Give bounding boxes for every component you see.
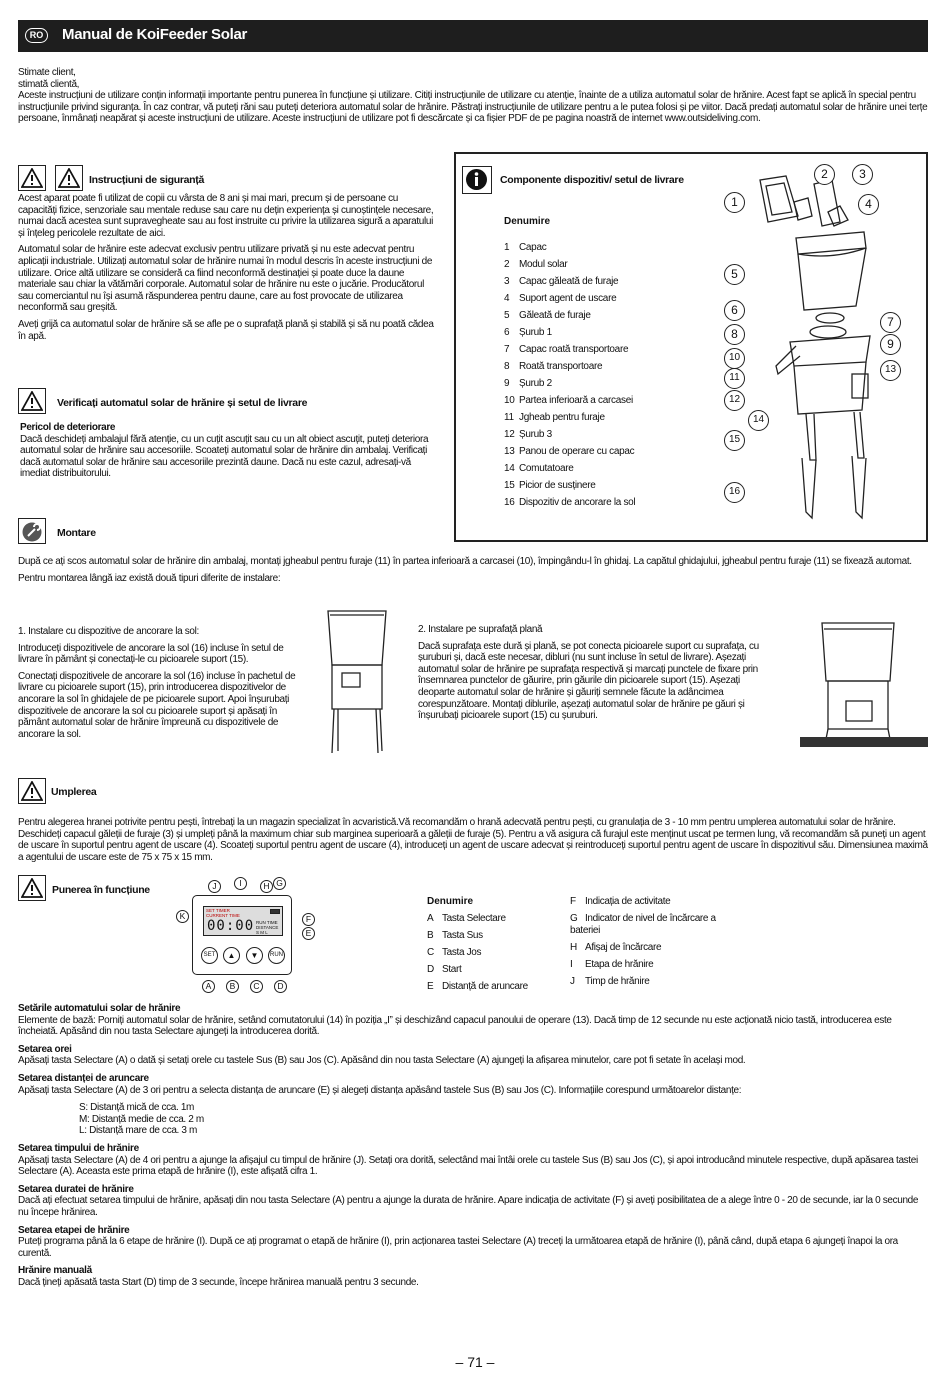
page-header-bar (18, 20, 928, 52)
option-paragraph: Dacă suprafața este dură și plană, se pot conecta picioarele suport cu suprafața, cu șuruburi și, dacă este necesar, dibluri (nu sunt incluse în setul de livrare). Așezați automatul solar de hrănire pe suprafața respectivă și marcați punctele de fixare prin însemnarea punctelor de găurire, prin găurile din picioarele suport (15). Așezați deoparte automatul solar de hrănire și găuriți semnele făcute la adâncimea corespunzătoare. Montați diblurile, așezați automatul solar de hrănire pe găuri și înșurubați picioarele suport (15) cu șuruburi. (418, 640, 759, 722)
list-item: D Start (427, 964, 462, 975)
list-item: 2 Modul solar (504, 259, 568, 270)
safety-paragraph: Automatul solar de hrănire este adecvat exclusiv pentru utilizare privată și nu este adecvat pentru aplicații industriale. Utilizați automatul solar de hrănire numai în modul descris în aceste instrucțiuni de utilizare. Orice altă utilizare se consideră ca fiind neconformă destinației și poate duce la daune materiale sau chiar la vătămări corporale. Automatul solar de hrănire nu este o jucărie. Producătorul sau comerciantul nu își asumă răspunderea pentru daune, care au fost provocate de utilizarea neconformă sau greșită. (18, 244, 433, 314)
safety-paragraph: Aveți grijă ca automatul solar de hrănire să se afle pe o suprafață plană și stabilă și să nu poată cădea în apă. (18, 318, 434, 342)
check-paragraph: Dacă deschideți ambalajul fără atenție, cu un cuțit ascuțit sau cu un alt obiect ascuțit, puteți deteriora automatul solar de hrănire sau accesoriile. Scoateți automatul solar de hrănire din ambalaj. Verificați dacă automatul solar de hrănire sau accesoriile prezintă daune. Dacă nu este cazul, adresați-vă imediat distribuitorului. (20, 433, 429, 480)
run-button[interactable]: RUN (268, 947, 285, 964)
control-panel (192, 895, 292, 975)
safety-heading: Instrucțiuni de siguranță (89, 174, 205, 186)
list-item: A Tasta Selectare (427, 913, 506, 924)
fill-icon (18, 778, 46, 804)
label-f: F (302, 913, 315, 926)
mounting-paragraph: Pentru montarea lângă iaz există două tipuri diferite de instalare: (18, 572, 281, 584)
intro-line: Stimate client, (18, 67, 76, 78)
list-item: 14 Comutatoare (504, 463, 574, 474)
callout-16: 16 (724, 482, 745, 503)
safety-paragraph: Acest aparat poate fi utilizat de copii cu vârsta de 8 ani și mai mari, precum și de persoane cu capacități fizice, senzoriale sau mentale reduse sau care nu dețin experiența și cunoștințele necesare, numai dacă acestea sunt supravegheate sau au fost instruite cu privire la utilizarea sigură a aparatului și înțeleg pericolele rezultate de aici. (18, 193, 434, 239)
battery-icon (270, 909, 280, 914)
set-timer-label: SET TIMER (206, 908, 230, 913)
distance-item: S: Distanță mică de cca. 1m (79, 1102, 195, 1114)
list-item: 12 Șurub 3 (504, 429, 552, 440)
settings-paragraph: Apăsați tasta Selectare (A) de 4 ori pentru a ajunge la afișajul cu timpul de hrănire (J). Setați ora dorită, selectând mai întâi orele cu tastele Sus (B) sau Jos (C), și apoi introducând minutele respective, după apăsarea tastei Selectare (A). Aceasta este prima etapă de hrănire (I), este afișată cifra 1. (18, 1154, 918, 1178)
option-title: 2. Instalare pe suprafață plană (418, 624, 543, 635)
callout-2: 2 (814, 164, 835, 185)
warning-icon (18, 875, 46, 901)
list-item: 5 Găleată de furaje (504, 310, 591, 321)
components-list-title: Denumire (504, 216, 551, 227)
intro-paragraph: Aceste instrucțiuni de utilizare conțin informații importante pentru punerea în funcțiune și utilizare. Citiți instrucțiunile de utilizare cu atenție, înainte de a utiliza automatul solar de hrănire. Acest fapt se aplică în special pentru instrucțiunile privind siguranța. În caz contrar, vă puteți răni sau puteți deteriora automatul solar de hrănire. Păstrați instrucțiunile de utilizare pentru a le putea folosi și pe viitor. Dacă predați automatul solar de hrănire unei terțe persoane, înmânați neapărat și aceste instrucțiuni de utilizare. Aceste instrucțiuni de utilizare pot fi descărcate și ca fișier PDF de pe pagina noastră de internet www.outsideliving.com. (18, 90, 928, 125)
callout-3: 3 (852, 164, 873, 185)
callout-5: 5 (724, 264, 745, 285)
warning-icon (55, 165, 83, 191)
label-k: K (176, 910, 189, 923)
info-icon (462, 166, 492, 194)
lcd-digits: 00:00 (207, 918, 255, 934)
run-time-label: RUN TIME (256, 920, 278, 925)
controls-list-title: Denumire (427, 896, 474, 907)
components-box (454, 152, 928, 542)
callout-15: 15 (724, 430, 745, 451)
settings-section (18, 1003, 928, 1288)
list-item: F Indicația de activitate (570, 896, 671, 907)
check-section (20, 422, 440, 480)
settings-paragraph: Apăsați tasta Selectare (A) o dată și setați orele cu tastele Sus (B) sau Jos (C). Apăsând din nou tasta Selectare (A) ajungeți la afișarea minutelor, care pot fi setate în același mod. (18, 1055, 746, 1067)
callout-7: 7 (880, 312, 901, 333)
settings-subheading: Setarea etapei de hrănire (18, 1224, 130, 1236)
distance-label: DISTANCE (256, 925, 279, 930)
label-j: J (208, 880, 221, 893)
list-item: 7 Capac roată transportoare (504, 344, 629, 355)
page-number: – 71 – (455, 1354, 495, 1370)
list-item: G Indicator de nivel de încărcare a bateriei (570, 913, 716, 936)
callout-13: 13 (880, 360, 901, 381)
language-badge: RO (25, 28, 48, 43)
callout-11: 11 (724, 368, 745, 389)
mounting-paragraph: După ce ați scos automatul solar de hrănire din ambalaj, montați jgheabul pentru furaje (11) în partea inferioară a carcasei (10), împingându-l în ghidaj. La capătul ghidajului, jgheabul pentru furaje (11) se fixează automat. (18, 556, 912, 567)
distance-item: M: Distanță medie de cca. 2 m (79, 1113, 204, 1125)
callout-1: 1 (724, 192, 745, 213)
list-item: 3 Capac găleată de furaje (504, 276, 619, 287)
settings-paragraph: Puteți programa până la 6 etape de hrănire (I). După ce ați programat o etapă de hrănire (I), prin acționarea tastei Selectare (A) treceți la următoarea etapă de hrănire (I), până când, după etapa 6 ajungeți înapoi la ora curentă. (18, 1236, 898, 1259)
distance-item: L: Distanță mare de cca. 3 m (79, 1125, 198, 1137)
list-item: 10 Partea inferioară a carcasei (504, 395, 633, 406)
settings-paragraph: Apăsați tasta Selectare (A) de 3 ori pentru a selecta distanța de aruncare (E) și alegeți distanța apăsând tastele Sus (B) sau Jos (C). Informațiile corespund următoarelor distanțe: (18, 1084, 742, 1096)
intro-line: stimată clientă, (18, 78, 80, 90)
list-item: 1 Capac (504, 242, 547, 253)
settings-subheading: Hrănire manuală (18, 1265, 92, 1277)
distance-list (18, 1102, 928, 1137)
label-d: D (274, 980, 287, 993)
label-b: B (226, 980, 239, 993)
mounting-intro (18, 556, 928, 584)
list-item: 16 Dispozitiv de ancorare la sol (504, 497, 636, 508)
label-i: I (234, 877, 247, 890)
sml-label: S M L (256, 930, 268, 935)
settings-subheading: Setarea distanței de aruncare (18, 1072, 149, 1084)
page-title: Manual de KoiFeeder Solar (62, 26, 248, 43)
list-item: C Tasta Jos (427, 947, 482, 958)
list-item: 15 Picior de susținere (504, 480, 596, 491)
label-g: G (273, 877, 286, 890)
settings-paragraph: Dacă țineți apăsată tasta Start (D) timp de 3 secunde, începe hrănirea manuală pentru 3 secunde. (18, 1276, 419, 1288)
settings-subheading: Setarea orei (18, 1043, 72, 1055)
list-item: J Timp de hrănire (570, 976, 650, 987)
list-item: B Tasta Sus (427, 930, 483, 941)
check-heading: Verificați automatul solar de hrănire și setul de livrare (57, 397, 308, 409)
settings-subheading: Setările automatului solar de hrănire (18, 1003, 181, 1014)
callout-12: 12 (724, 390, 745, 411)
wrench-icon (18, 518, 46, 544)
callout-14: 14 (748, 410, 769, 431)
filling-heading: Umplerea (51, 786, 97, 798)
mounting-heading: Montare (57, 527, 96, 539)
callout-10: 10 (724, 348, 745, 369)
feeder-with-ground-anchors-illustration (322, 605, 392, 755)
feeder-on-flat-surface-illustration (800, 617, 928, 749)
list-item: 13 Panou de operare cu capac (504, 446, 635, 457)
list-item: 8 Roată transportoare (504, 361, 603, 372)
list-item: 11 Jgheab pentru furaje (504, 412, 605, 423)
mounting-option-1 (18, 626, 303, 740)
option-title: 1. Instalare cu dispozitive de ancorare la sol: (18, 626, 199, 637)
list-item: E Distanță de aruncare (427, 981, 528, 992)
label-c: C (250, 980, 263, 993)
safety-section (18, 193, 438, 342)
settings-subheading: Setarea timpului de hrănire (18, 1142, 139, 1154)
settings-paragraph: Dacă ați efectuat setarea timpului de hrănire, apăsați din nou tasta Selectare (A) pentru a ajunge la durata de hrănire. Apare indicația de activitate (F) și aveți posibilitatea de a alege între 0 - 20 de secunde, iar la 0 secunde nu începe hrănirea. (18, 1195, 919, 1218)
callout-6: 6 (724, 300, 745, 321)
filling-section (18, 817, 928, 863)
components-heading: Componente dispozitiv/ setul de livrare (500, 174, 684, 186)
label-e: E (302, 927, 315, 940)
list-item: H Afișaj de încărcare (570, 942, 662, 953)
down-button[interactable]: ▼ (246, 947, 263, 964)
startup-heading: Punerea în funcțiune (52, 884, 150, 896)
current-time-label: CURRENT TIME (206, 913, 240, 918)
list-item: 9 Șurub 2 (504, 378, 552, 389)
mounting-option-2 (418, 624, 770, 722)
up-button[interactable]: ▲ (223, 947, 240, 964)
label-a: A (202, 980, 215, 993)
set-button[interactable]: SET (201, 947, 218, 964)
option-paragraph: Conectați dispozitivele de ancorare la sol (16) incluse în pachetul de livrare cu picioarele suport (15), prin introducerea dispozitivelor de ancorare la sol în ghidajele de pe picioarele suport. Apoi înșurubați dispozitivele de ancorare la sol cu picioarele suport și apăsați în pământ automatul solar de hrănire împreună cu dispozitivele de ancorare la sol. (18, 670, 296, 740)
callout-8: 8 (724, 324, 745, 345)
callout-4: 4 (858, 194, 879, 215)
list-item: 6 Șurub 1 (504, 327, 552, 338)
intro-section (18, 67, 928, 125)
label-h: H (260, 880, 273, 893)
filling-paragraph: Pentru alegerea hranei potrivite pentru pești, întrebați la un magazin specializat în acvaristică.Vă recomandăm o hrană adecvată pentru pești, cu granulația de 3 - 10 mm pentru umplerea automatului solar de hrănire. Deschideți capacul găleții de furaje (3) și umpleți până la maximum chiar sub marginea superioară a găleții de furaje (5). Pentru a vă asigura că furajul este menținut uscat pe termen lung, vă recomandăm să puneți un agent de uscare în suportul pentru agent de uscare (4). Scoateți suportul pentru agent de uscare (4), introduceți un agent de uscare adecvat și reintroduceți suportul pentru agent de uscare în dispozitivul său. Dimensiunea maximă a agentului de uscare este de 75 x 75 x 15 mm. (18, 817, 928, 863)
settings-paragraph: Elemente de bază: Porniți automatul solar de hrănire, setând comutatorului (14) în poziția „I” și deschizând capacul panoului de operare (13). Dacă timp de 12 secunde nu este acționată nicio tastă, introducerea este încheiată. Apăsând din nou tasta Selectare ajungeți la introducerea dorită. (18, 1014, 892, 1038)
check-subheading: Pericol de deteriorare (20, 422, 116, 433)
option-paragraph: Introduceți dispozitivele de ancorare la sol (16) incluse în setul de livrare în pământ și conectați-le cu picioarele suport (15). (18, 642, 284, 666)
warning-icon (18, 388, 46, 414)
callout-9: 9 (880, 334, 901, 355)
list-item: 4 Suport agent de uscare (504, 293, 617, 304)
warning-icon (18, 165, 46, 191)
list-item: I Etapa de hrănire (570, 959, 654, 970)
lcd-display (203, 906, 283, 936)
settings-subheading: Setarea duratei de hrănire (18, 1183, 134, 1195)
